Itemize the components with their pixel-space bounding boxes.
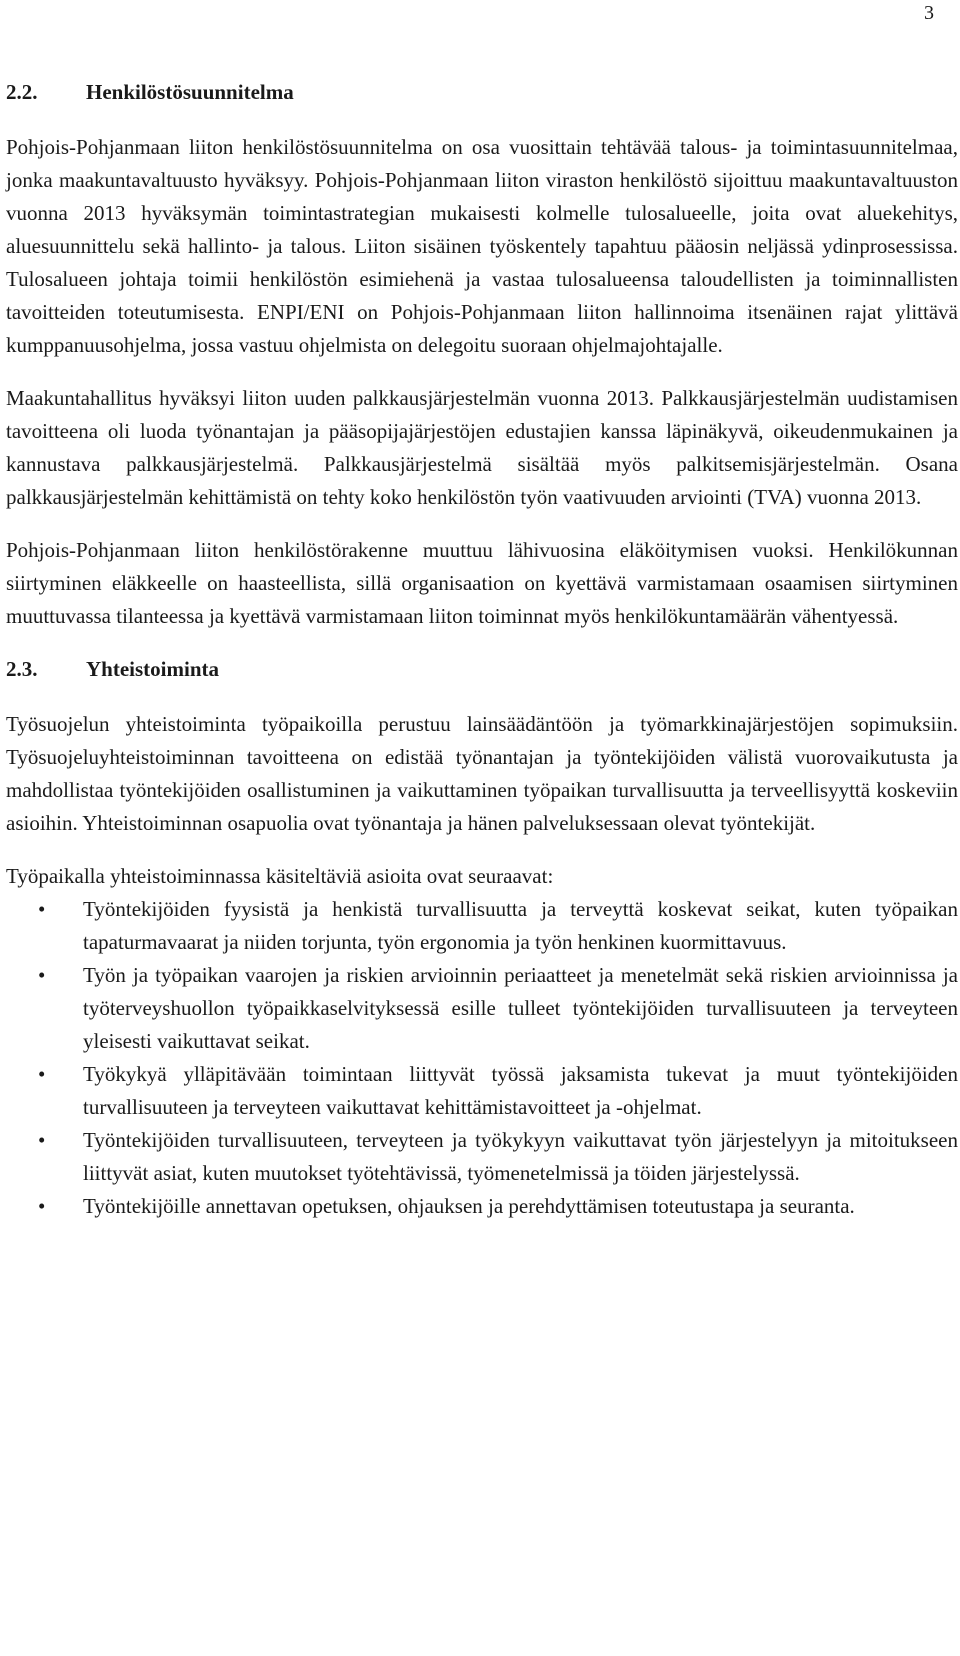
bullet-icon: • xyxy=(38,1128,46,1152)
list-item xyxy=(6,1124,958,1190)
section-heading xyxy=(6,80,958,105)
bullet-list xyxy=(6,893,958,1223)
paragraph: Työpaikalla yhteistoiminnassa käsiteltäviä asioita ovat seuraavat: xyxy=(6,864,554,888)
paragraph: Maakuntahallitus hyväksyi liiton uuden palkkausjärjestelmän vuonna 2013. Palkkausjärjestelmän uudistamisen tavoitteena oli luoda työnantajan ja pääsopijajärjestöjen edustajien kanssa läpinäkyvä, oikeudenmukainen ja kannustava palkkausjärjestelmä. Palkkausjärjestelmä sisältää myös palkitsemisjärjestelmän. Osana palkkausjärjestelmän kehittämistä on tehty koko henkilöstön työn vaativuuden arviointi (TVA) vuonna 2013. xyxy=(6,386,958,509)
section-heading xyxy=(6,657,958,682)
paragraph: Työsuojelun yhteistoiminta työpaikoilla perustuu lainsäädäntöön ja työmarkkinajärjestöjen sopimuksiin. Työsuojeluyhteistoiminnan tavoitteena on edistää työnantajan ja työntekijöiden välistä vuorovaikutusta ja mahdollistaa työntekijöiden osallistuminen ja vaikuttaminen työpaikan turvallisuutta ja terveellisyyttä koskeviin asioihin. Yhteistoiminnan osapuolia ovat työnantaja ja hänen palveluksessaan olevat työntekijät. xyxy=(6,712,958,835)
list-item-text: Työkykyä ylläpitävään toimintaan liittyvät työssä jaksamista tukevat ja muut työntekijöiden turvallisuuteen ja terveyteen vaikuttavat kehittämistavoitteet ja -ohjelmat. xyxy=(83,1062,958,1119)
bullet-icon: • xyxy=(38,897,46,921)
list-item xyxy=(6,1058,958,1124)
paragraph: Pohjois-Pohjanmaan liiton henkilöstösuunnitelma on osa vuosittain tehtävää talous- ja toimintasuunnitelmaa, jonka maakuntavaltuusto hyväksyy. Pohjois-Pohjanmaan liiton viraston henkilöstö sijoittuu maakuntavaltuuston vuonna 2013 hyväksymän toimintastrategian mukaisesti kolmelle tulosalueelle, joita ovat aluekehitys, aluesuunnittelu sekä hallinto- ja talous. Liiton sisäinen työskentely tapahtuu pääosin neljässä ydinprosessissa. Tulosalueen johtaja toimii henkilöstön esimiehenä ja vastaa tulosalueensa taloudellisten ja toiminnallisten tavoitteiden toteutumisesta. ENPI/ENI on Pohjois-Pohjanmaan liiton hallinnoima itsenäinen rajat ylittävä kumppanuusohjelma, jossa vastuu ohjelmista on delegoitu suoraan ohjelmajohtajalle. xyxy=(6,135,958,357)
bullet-icon: • xyxy=(38,963,46,987)
list-item-text: Työntekijöille annettavan opetuksen, ohjauksen ja perehdyttämisen toteutustapa ja seuranta. xyxy=(83,1194,855,1218)
section-title: Yhteistoiminta xyxy=(86,657,219,681)
section-title: Henkilöstösuunnitelma xyxy=(86,80,294,104)
section-number: 2.2. xyxy=(6,80,38,104)
list-item-text: Työntekijöiden fyysistä ja henkistä turvallisuutta ja terveyttä koskevat seikat, kuten työpaikan tapaturmavaarat ja niiden torjunta, työn ergonomia ja työn henkinen kuormittavuus. xyxy=(83,897,958,954)
paragraph: Pohjois-Pohjanmaan liiton henkilöstörakenne muuttuu lähivuosina eläköitymisen vuoksi. Henkilökunnan siirtyminen eläkkeelle on haasteellista, sillä organisaation on kyettävä varmistamaan osaamisen siirtyminen muuttuvassa tilanteessa ja kyettävä varmistamaan liiton toiminnat myös henkilökuntamäärän vähentyessä. xyxy=(6,538,958,628)
page-number: 3 xyxy=(924,2,934,24)
list-item xyxy=(6,959,958,1058)
section-number: 2.3. xyxy=(6,657,38,681)
list-item-text: Työntekijöiden turvallisuuteen, terveyteen ja työkykyyn vaikuttavat työn järjestelyyn ja mitoitukseen liittyvät asiat, kuten muutokset työtehtävissä, työmenetelmissä ja töiden järjestelyssä. xyxy=(83,1128,958,1185)
list-item xyxy=(6,893,958,959)
bullet-icon: • xyxy=(38,1194,46,1218)
list-item xyxy=(6,1190,958,1223)
document-body xyxy=(6,60,958,1223)
bullet-icon: • xyxy=(38,1062,46,1086)
list-item-text: Työn ja työpaikan vaarojen ja riskien arvioinnin periaatteet ja menetelmät sekä riskien arvioinnissa ja työterveyshuollon työpaikkaselvityksessä esille tulleet työntekijöiden turvallisuuteen ja terveyteen yleisesti vaikuttavat seikat. xyxy=(83,963,958,1053)
